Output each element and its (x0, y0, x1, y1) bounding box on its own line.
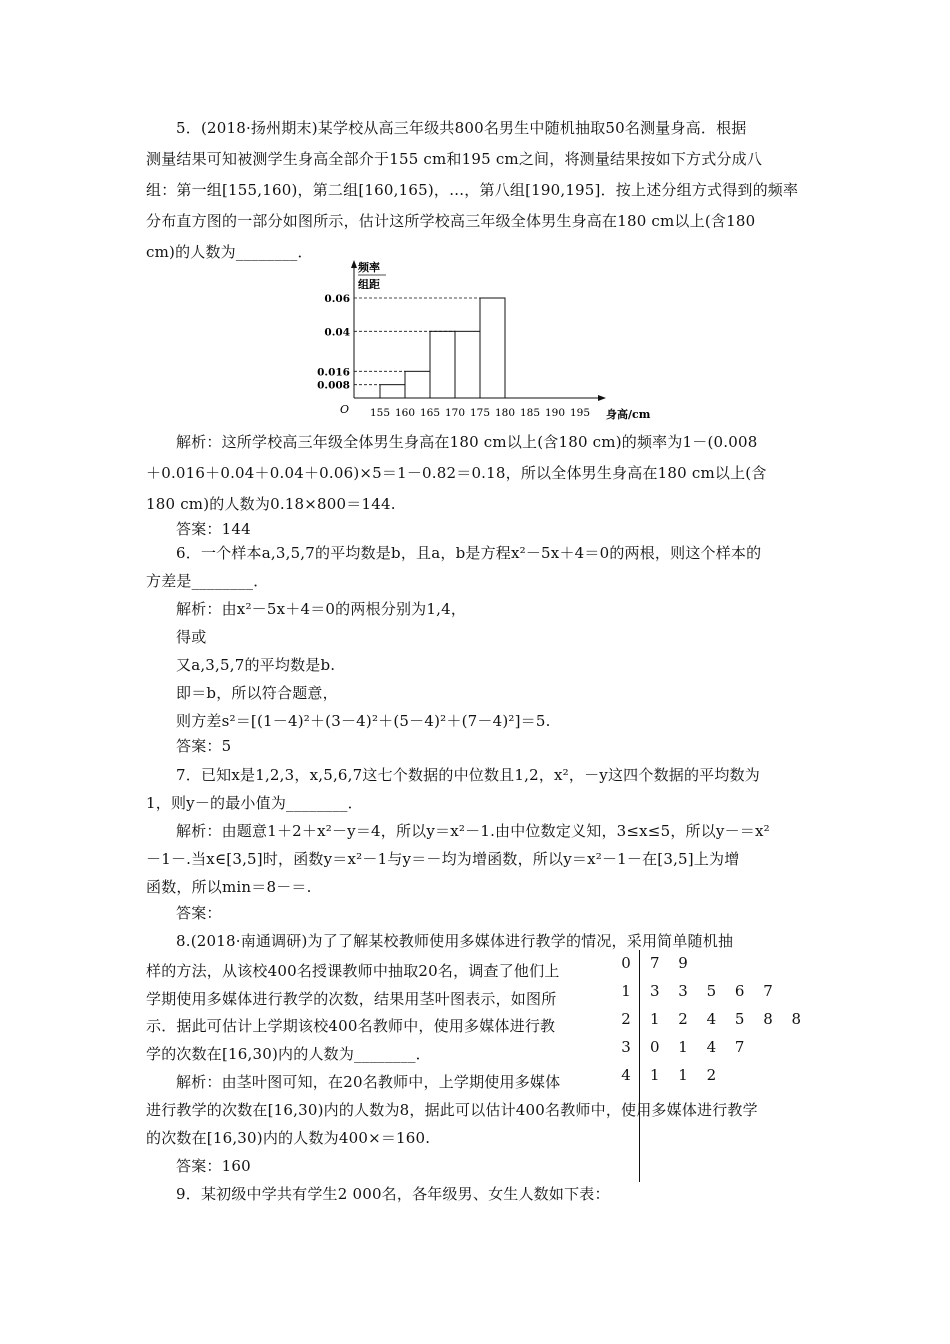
q9-line-1: 9．某初级中学共有学生2 000名，各年级男、女生人数如下表： (176, 1185, 610, 1203)
q6-line-1: 6．一个样本a,3,5,7的平均数是b，且a，b是方程x²－5x＋4＝0的两根，则这个样本的 (176, 544, 762, 562)
x-axis-arrow (598, 395, 606, 401)
leaf-values: 1 1 2 (650, 1066, 717, 1084)
frequency-histogram (300, 256, 660, 426)
q5-line-3: 组：第一组[155,160)，第二组[160,165)，…，第八组[190,195]．按上述分组方式得到的频率 (146, 181, 799, 199)
stem-value: 0 (621, 954, 631, 972)
y-tick-label: 0.04 (324, 326, 350, 339)
stem-leaf-divider (639, 950, 640, 1182)
y-tick-label: 0.008 (317, 379, 350, 392)
stem-value: 4 (621, 1066, 631, 1084)
q7-solution-line-1: 解析：由题意1＋2＋x²－y＝4，所以y＝x²－1.由中位数定义知，3≤x≤5，所以y－＝x² (176, 822, 770, 840)
q8-line-1: 8.(2018·南通调研)为了了解某校教师使用多媒体进行教学的情况，采用简单随机抽 (176, 932, 734, 950)
x-tick-label: 180 (494, 407, 516, 419)
q8-line-3: 学期使用多媒体进行教学的次数，结果用茎叶图表示，如图所 (146, 990, 557, 1008)
leaf-values: 0 1 4 7 (650, 1038, 745, 1056)
x-tick-label: 175 (469, 407, 491, 419)
stem-value: 2 (621, 1010, 631, 1028)
q5-line-5: cm)的人数为________． (146, 243, 313, 261)
y-tick-label: 0.06 (324, 293, 350, 305)
q7-answer: 答案： (176, 904, 222, 922)
y-label-top: 频率 (358, 261, 380, 274)
q6-line-2: 方差是________． (146, 572, 269, 590)
origin-label: O (340, 403, 350, 416)
stem-leaf-plot (612, 950, 822, 1182)
q5-solution-line-3: 180 cm)的人数为0.18×800＝144. (146, 495, 396, 513)
q6-solution-line-1: 解析：由x²－5x＋4＝0的两根分别为1,4， (176, 600, 467, 618)
y-axis-arrow (351, 260, 357, 268)
q5-answer: 答案：144 (176, 520, 251, 538)
histogram-bar (480, 298, 505, 398)
q6-solution-line-2: 得或 (176, 628, 207, 646)
y-tick-label: 0.016 (317, 366, 350, 379)
x-tick-label: 165 (419, 407, 441, 419)
q8-line-2: 样的方法，从该校400名授课教师中抽取20名，调查了他们上 (146, 962, 560, 980)
q8-solution-line-1: 解析：由茎叶图可知，在20名教师中，上学期使用多媒体 (176, 1073, 561, 1091)
y-label-bottom: 组距 (358, 278, 380, 291)
q7-solution-line-3: 函数，所以min＝8－＝. (146, 878, 312, 896)
x-tick-label: 160 (394, 407, 416, 419)
q6-solution-line-4: 即＝b，所以符合题意， (176, 684, 338, 702)
q5-line-2: 测量结果可知被测学生身高全部介于155 cm和195 cm之间，将测量结果按如下方式分成八 (146, 150, 763, 168)
q5-solution-line-1: 解析：这所学校高三年级全体男生身高在180 cm以上(含180 cm)的频率为1－(0.008 (176, 433, 758, 451)
histogram-bar (380, 385, 405, 398)
x-tick-label: 170 (444, 407, 466, 419)
q6-answer: 答案：5 (176, 737, 232, 755)
q8-line-4: 示．据此可估计上学期该校400名教师中，使用多媒体进行教 (146, 1017, 556, 1035)
histogram-bar (430, 331, 455, 398)
histogram-bar (405, 371, 430, 398)
q7-solution-line-2: －1－.当x∈[3,5]时，函数y＝x²－1与y＝－均为增函数，所以y＝x²－1－在[3,5]上为增 (146, 850, 740, 868)
q5-line-1: 5．(2018·扬州期末)某学校从高三年级共800名男生中随机抽取50名测量身高．根据 (176, 119, 747, 137)
x-tick-label: 195 (569, 407, 591, 419)
q5-solution-line-2: ＋0.016＋0.04＋0.04＋0.06)×5＝1－0.82＝0.18，所以全体男生身高在180 cm以上(含 (146, 464, 767, 482)
q5-line-4: 分布直方图的一部分如图所示，估计这所学校高三年级全体男生身高在180 cm以上(含180 (146, 212, 756, 230)
leaf-values: 3 3 5 6 7 (650, 982, 773, 1000)
stem-value: 3 (621, 1038, 631, 1056)
x-axis-label: 身高/cm (606, 408, 651, 421)
q7-line-1: 7．已知x是1,2,3，x,5,6,7这七个数据的中位数且1,2，x²，－y这四个数据的平均数为 (176, 766, 760, 784)
x-tick-label: 190 (544, 407, 566, 419)
q7-line-2: 1，则y－的最小值为________． (146, 794, 363, 812)
stem-value: 1 (621, 982, 631, 1000)
x-tick-label: 155 (369, 407, 391, 419)
leaf-values: 7 9 (650, 954, 688, 972)
q8-line-5: 学的次数在[16,30)内的人数为________． (146, 1045, 431, 1063)
q6-solution-line-3: 又a,3,5,7的平均数是b. (176, 656, 336, 674)
q6-solution-line-5: 则方差s²＝[(1－4)²＋(3－4)²＋(5－4)²＋(7－4)²]＝5. (176, 712, 551, 730)
leaf-values: 1 2 4 5 8 8 (650, 1010, 802, 1028)
q8-solution-line-3: 的次数在[16,30)内的人数为400×＝160. (146, 1129, 431, 1147)
histogram-bar (455, 331, 480, 398)
q8-answer: 答案：160 (176, 1157, 251, 1175)
q8-solution-line-2: 进行教学的次数在[16,30)内的人数为8，据此可以估计400名教师中，使用多媒体进行教学 (146, 1101, 758, 1119)
x-tick-label: 185 (519, 407, 541, 419)
